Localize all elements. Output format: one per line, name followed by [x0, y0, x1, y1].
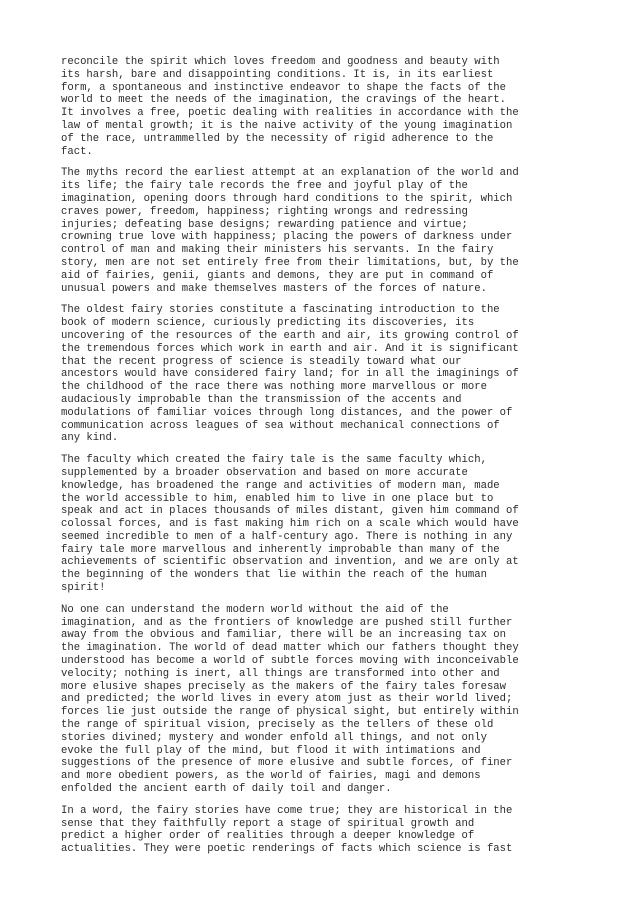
text-line: supplemented by a broader observation and based on more accurate [61, 466, 468, 479]
text-line: the tremendous forces which work in earth and air. And it is significant [61, 342, 519, 355]
text-line: enfolded the ancient earth of daily toil and danger. [61, 783, 392, 796]
text-line: The faculty which created the fairy tale is the same faculty which, [61, 454, 487, 467]
text-line: sense that they faithfully report a stage of spiritual growth and [61, 817, 475, 830]
text-line: forces lie just outside the range of physical sight, but entirely within [61, 706, 519, 719]
text-line: world to meet the needs of the imagination, the cravings of the heart. [61, 94, 507, 107]
text-line: stories divined; mystery and wonder enfold all things, and not only [61, 731, 487, 744]
text-line: colossal forces, and is fast making him rich on a scale which would have [61, 518, 519, 531]
text-line: crowning true love with happiness; placing the powers of darkness under [61, 231, 513, 244]
text-line: imagination, opening doors through hard conditions to the spirit, which [61, 192, 513, 205]
text-line: control of man and making their ministers his servants. In the fairy [61, 244, 494, 257]
text-line: The myths record the earliest attempt at an explanation of the world and [61, 167, 519, 180]
text-line: seemed incredible to men of a half-century ago. There is nothing in any [61, 530, 513, 543]
text-line: aid of fairies, genii, giants and demons, they are put in command of [61, 269, 494, 282]
text-line: ancestors would have considered fairy land; for in all the imaginings of [61, 368, 519, 381]
paragraph [61, 167, 581, 295]
text-line: uncovering of the resources of the earth and air, its growing control of [61, 329, 519, 342]
text-line: the imagination. The world of dead matter which our fathers thought they [61, 642, 519, 655]
paragraph [61, 304, 581, 445]
paragraph [61, 805, 581, 856]
text-line: understood has become a world of subtle forces moving with inconceivable [61, 655, 519, 668]
text-line: evoke the full play of the mind, but flood it with intimations and [61, 744, 481, 757]
text-line: more elusive shapes precisely as the makers of the fairy tales foresaw [61, 680, 507, 693]
text-line: suggestions of the presence of more elusive and subtle forces, of finer [61, 757, 513, 770]
text-line: that the recent progress of science is steadily toward what our [61, 355, 462, 368]
text-line: spirit! [61, 582, 106, 595]
text-line: story, men are not set entirely free from their limitations, but, by the [61, 256, 519, 269]
text-line: fairy tale more marvellous and inherently improbable than many of the [61, 543, 500, 556]
text-line: its harsh, bare and disappointing conditions. It is, in its earliest [61, 68, 494, 81]
text-line: the range of spiritual vision, precisely as the tellers of these old [61, 719, 494, 732]
text-line: and more obedient powers, as the world of fairies, magi and demons [61, 770, 481, 783]
text-line: law of mental growth; it is the naive activity of the young imagination [61, 119, 513, 132]
text-line: actualities. They were poetic renderings of facts which science is fast [61, 843, 513, 856]
text-line: of the race, untrammelled by the necessity of rigid adherence to the [61, 132, 494, 145]
text-line: the beginning of the wonders that lie within the reach of the human [61, 569, 487, 582]
paragraph [61, 454, 581, 595]
text-line: imagination, and as the frontiers of knowledge are pushed still further [61, 616, 513, 629]
text-line: speak and act in places thousands of miles distant, given him command of [61, 505, 519, 518]
text-line: its life; the fairy tale records the free and joyful play of the [61, 180, 468, 193]
text-line: achievements of scientific observation and invention, and we are only at [61, 556, 519, 569]
text-line: The oldest fairy stories constitute a fascinating introduction to the [61, 304, 500, 317]
text-line: the childhood of the race there was nothing more marvellous or more [61, 381, 487, 394]
text-line: In a word, the fairy stories have come true; they are historical in the [61, 804, 513, 817]
text-line: audaciously improbable than the transmission of the accents and [61, 393, 462, 406]
text-line: fact. [61, 145, 93, 158]
text-line: and predicted; the world lives in every atom just as their world lived; [61, 693, 513, 706]
text-line: communication across leagues of sea without mechanical connections of [61, 419, 500, 432]
text-line: unusual powers and make themselves masters of the forces of nature. [61, 282, 487, 295]
body-text [61, 56, 581, 865]
text-line: away from the obvious and familiar, there will be an increasing tax on [61, 629, 507, 642]
text-line: book of modern science, curiously predicting its discoveries, its [61, 317, 475, 330]
text-line: It involves a free, poetic dealing with realities in accordance with the [61, 107, 519, 120]
text-line: No one can understand the modern world without the aid of the [61, 603, 449, 616]
paragraph [61, 56, 581, 158]
text-line: injuries; defeating base designs; rewarding patience and virtue; [61, 218, 468, 231]
text-line: any kind. [61, 432, 119, 445]
text-line: knowledge, has broadened the range and activities of modern man, made [61, 479, 500, 492]
text-line: predict a higher order of realities through a deeper knowledge of [61, 830, 475, 843]
text-line: form, a spontaneous and instinctive endeavor to shape the facts of the [61, 81, 507, 94]
text-line: velocity; nothing is inert, all things are transformed into other and [61, 667, 500, 680]
text-line: reconcile the spirit which loves freedom and goodness and beauty with [61, 56, 500, 68]
text-line: the world accessible to him, enabled him to live in one place but to [61, 492, 494, 505]
text-line: craves power, freedom, happiness; righting wrongs and redressing [61, 205, 468, 218]
paragraph [61, 604, 581, 796]
text-line: modulations of familiar voices through long distances, and the power of [61, 406, 513, 419]
